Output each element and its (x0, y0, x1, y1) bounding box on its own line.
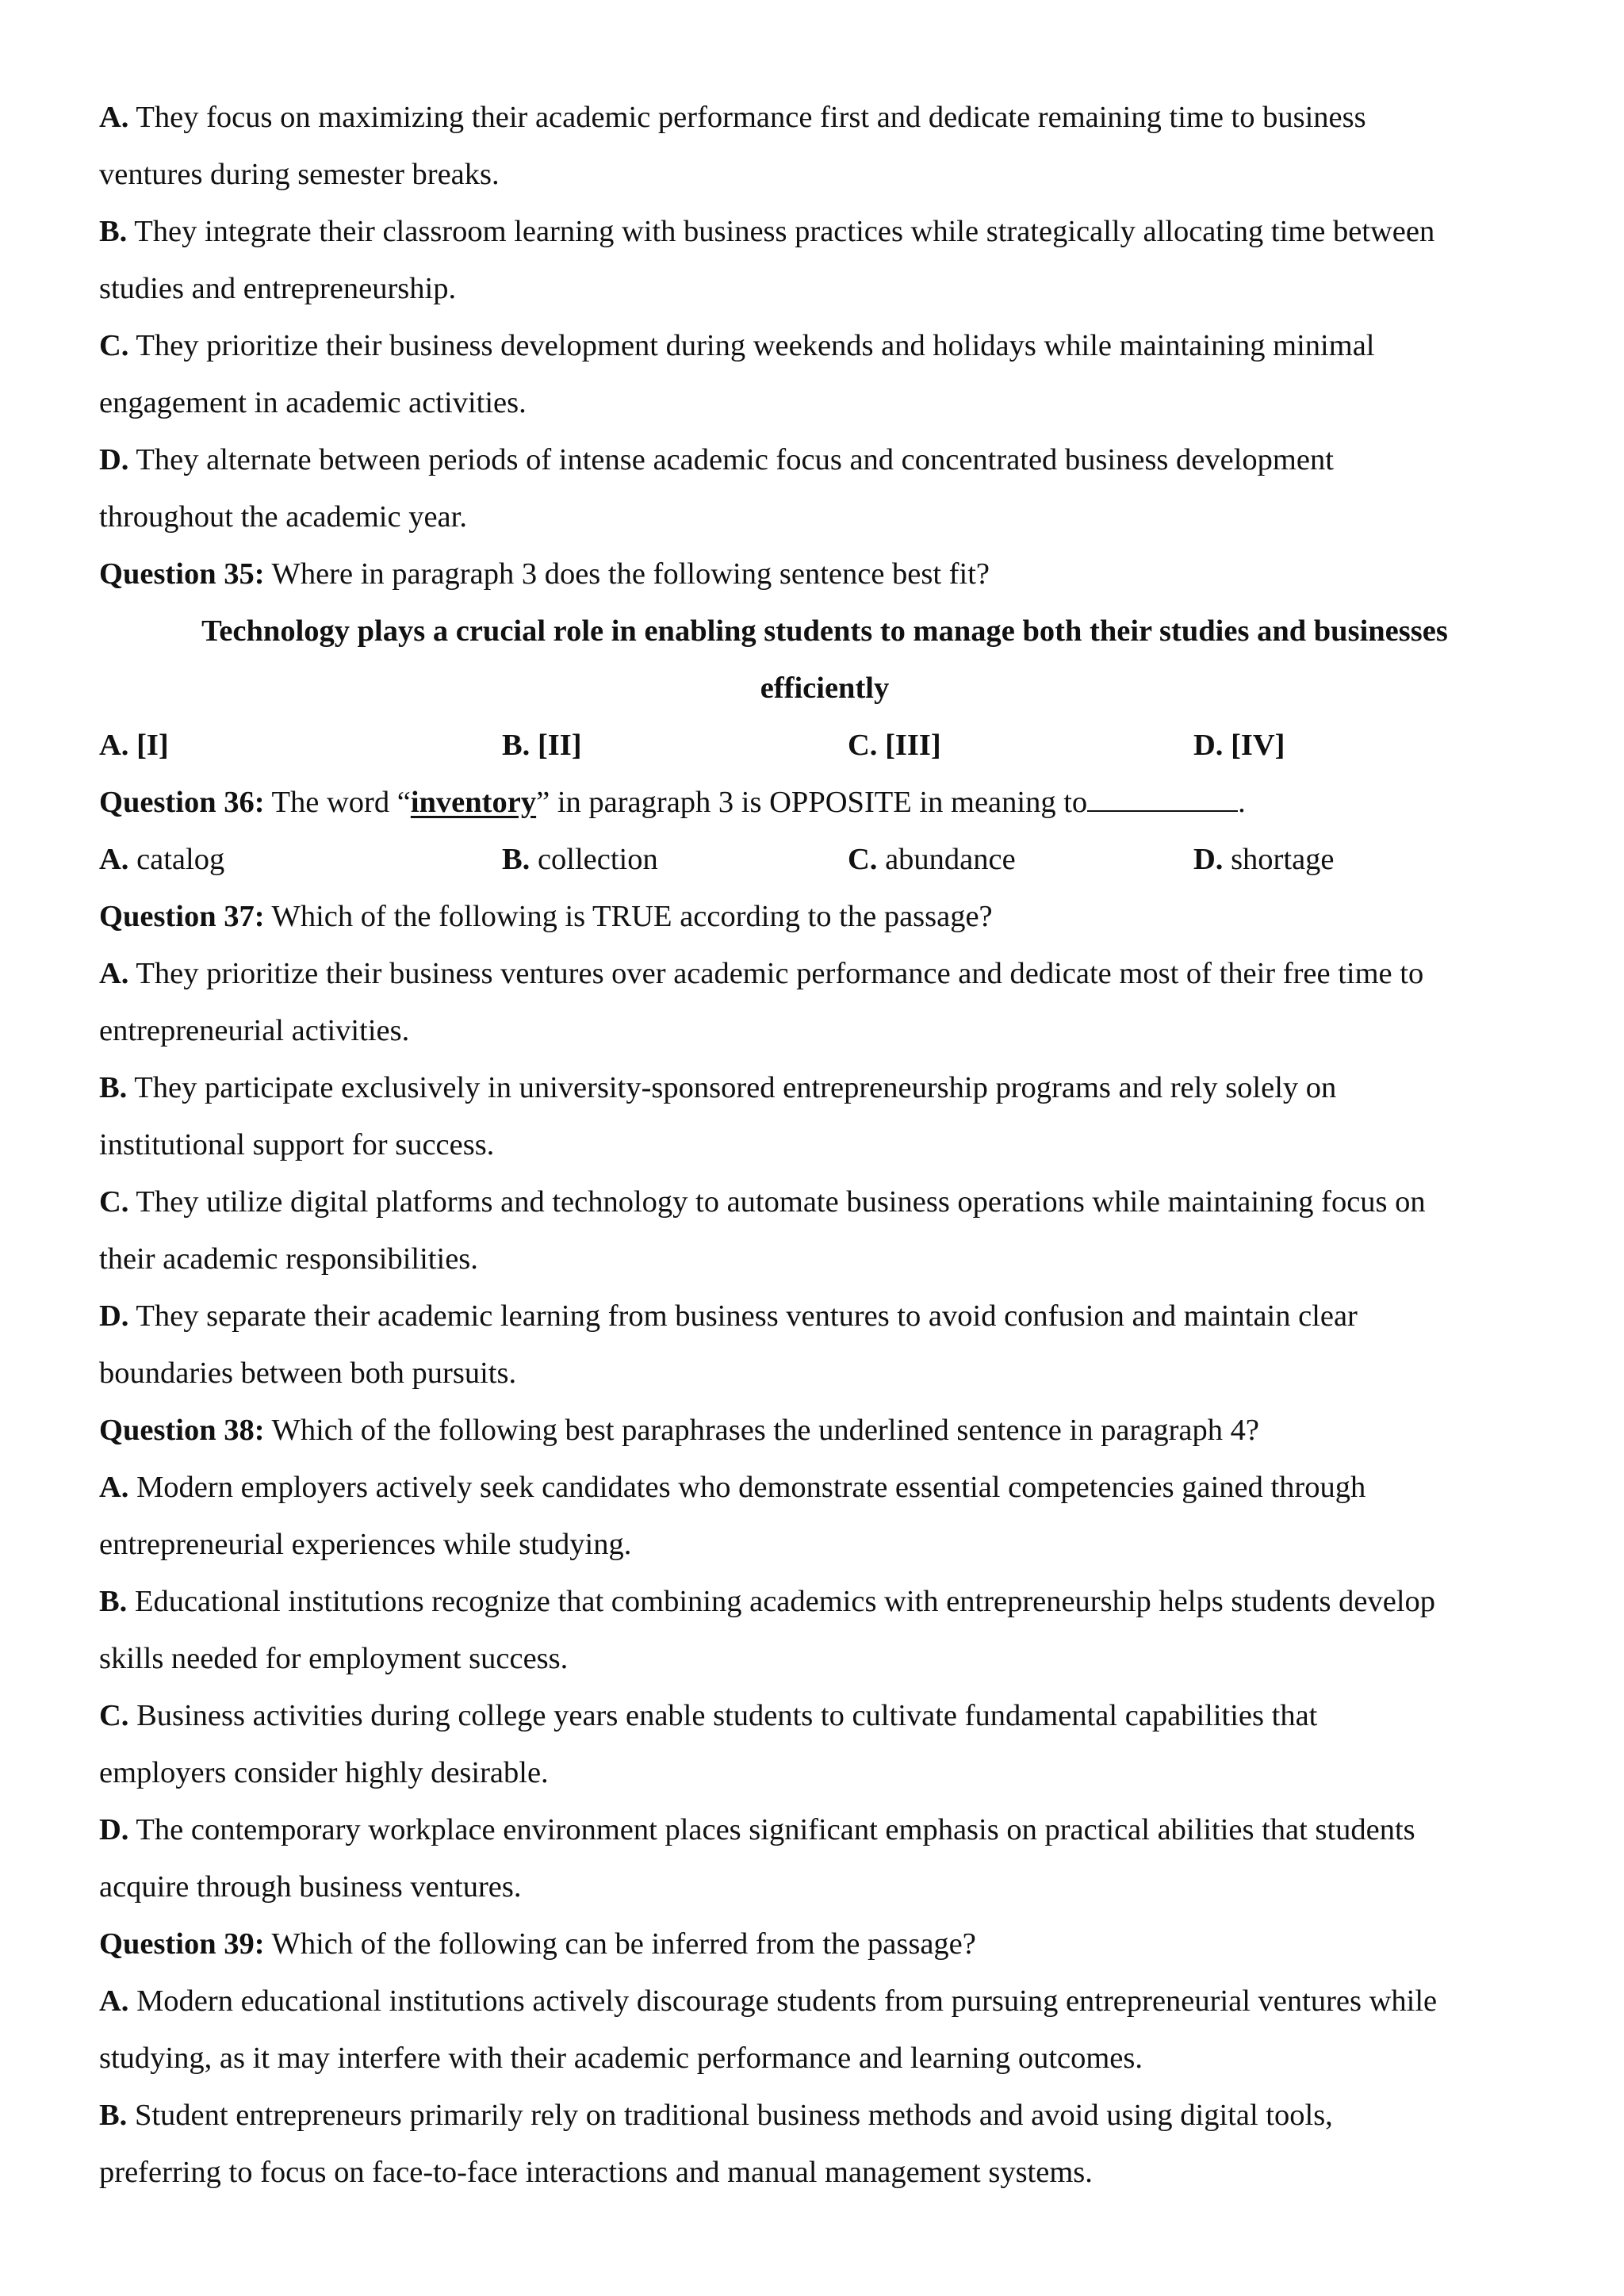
option-text: They prioritize their business development during weekends and holidays while maintaining minimal (136, 329, 1375, 362)
question-label: Question 39: (99, 1927, 265, 1961)
text-span: A. (99, 957, 129, 990)
text-span: shortage (1231, 843, 1335, 876)
q38-option-b (99, 1573, 1550, 1687)
q37-option-d (99, 1288, 1550, 1402)
text-span: They participate exclusively in university-sponsored entrepreneurship programs and rely solely on (134, 1071, 1337, 1104)
question-text: Which of the following best paraphrases the underlined sentence in paragraph 4? (271, 1414, 1259, 1447)
text-span: A. (99, 1471, 129, 1504)
text-span: A. (99, 729, 129, 762)
q35-option-a (99, 717, 169, 774)
text-span: They prioritize their business ventures over academic performance and dedicate most of their free time to (136, 957, 1424, 990)
text-span: C. (99, 1185, 129, 1219)
q35-option-c (848, 717, 941, 774)
q39-option-b (99, 2087, 1550, 2201)
text-span: [II] (537, 729, 582, 762)
q34-option-a (99, 89, 1550, 203)
q38-option-c (99, 1687, 1550, 1801)
text-span: Modern employers actively seek candidates who demonstrate essential competencies gained through (136, 1471, 1366, 1504)
text-span: employers consider highly desirable. (99, 1756, 549, 1789)
question-36 (99, 774, 1550, 831)
question-37 (99, 888, 1550, 945)
q36-option-a (99, 831, 224, 888)
option-text-cont: studies and entrepreneurship. (99, 272, 457, 305)
text-span: their academic responsibilities. (99, 1242, 478, 1276)
question-label: Question 36: (99, 786, 265, 819)
option-text: They integrate their classroom learning with business practices while strategically allocating time between (134, 215, 1435, 248)
option-text-cont: ventures during semester breaks. (99, 158, 500, 191)
q37-option-a (99, 945, 1550, 1059)
text-span: The word “ (271, 786, 411, 819)
option-text-cont: engagement in academic activities. (99, 386, 527, 419)
text-span: D. (99, 1813, 129, 1846)
text-span: C. (848, 729, 878, 762)
q35-option-d (1193, 717, 1285, 774)
text-span: [IV] (1231, 729, 1285, 762)
question-35 (99, 545, 1550, 603)
text-span: The contemporary workplace environment places significant emphasis on practical abilities that students (136, 1813, 1415, 1846)
q39-option-a (99, 1973, 1550, 2087)
text-span: [III] (885, 729, 941, 762)
q35-option-b (502, 717, 582, 774)
option-letter: D. (99, 443, 129, 476)
q35-options (99, 717, 1550, 774)
question-label: Question 37: (99, 900, 265, 933)
text-span: studying, as it may interfere with their academic performance and learning outcomes. (99, 2042, 1143, 2075)
keyword: inventory (410, 786, 537, 819)
option-text: They alternate between periods of intense academic focus and concentrated business development (136, 443, 1334, 476)
text-span: They utilize digital platforms and technology to automate business operations while maintaining focus on (136, 1185, 1426, 1219)
question-text: Which of the following can be inferred from the passage? (271, 1927, 976, 1961)
text-span: ” in paragraph 3 is OPPOSITE in meaning to (536, 786, 1088, 819)
q38-option-a (99, 1459, 1550, 1573)
q38-option-d (99, 1801, 1550, 1915)
text-span: D. (1193, 729, 1224, 762)
quoted-sentence-line-1: Technology plays a crucial role in enabling students to manage both their studies and businesses (201, 614, 1448, 648)
question-text: Which of the following is TRUE according to the passage? (271, 900, 993, 933)
text-span: acquire through business ventures. (99, 1870, 522, 1904)
q34-option-b (99, 203, 1550, 317)
text-span: C. (848, 843, 878, 876)
text-span: Business activities during college years enable students to cultivate fundamental capabilities that (136, 1699, 1318, 1732)
question-39 (99, 1915, 1550, 1973)
text-span: They separate their academic learning from business ventures to avoid confusion and maintain clear (136, 1299, 1358, 1333)
q34-option-c (99, 317, 1550, 431)
question-label: Question 38: (99, 1414, 265, 1447)
question-text: Where in paragraph 3 does the following sentence best fit? (271, 557, 990, 591)
text-span: entrepreneurial experiences while studying. (99, 1528, 632, 1561)
text-span: institutional support for success. (99, 1128, 495, 1161)
option-letter: C. (99, 329, 129, 362)
text-span: preferring to focus on face-to-face interactions and manual management systems. (99, 2156, 1093, 2189)
q37-option-c (99, 1173, 1550, 1288)
text-span: C. (99, 1699, 129, 1732)
text-span: A. (99, 1984, 129, 2018)
text-span: entrepreneurial activities. (99, 1014, 410, 1047)
q34-option-d (99, 431, 1550, 545)
q36-options (99, 831, 1550, 888)
text-span: catalog (136, 843, 225, 876)
q36-option-d (1193, 831, 1335, 888)
answer-blank (1087, 783, 1238, 812)
q37-option-b (99, 1059, 1550, 1173)
option-text-cont: throughout the academic year. (99, 500, 467, 534)
text-span: Modern educational institutions actively discourage students from pursuing entrepreneurial ventures while (136, 1984, 1438, 2018)
text-span: D. (1193, 843, 1224, 876)
exam-page (99, 89, 1550, 2201)
option-text: They focus on maximizing their academic performance first and dedicate remaining time to business (136, 101, 1366, 134)
option-letter: A. (99, 101, 129, 134)
text-span: . (1238, 786, 1246, 819)
text-span: skills needed for employment success. (99, 1642, 569, 1675)
text-span: A. (99, 843, 129, 876)
text-span: Student entrepreneurs primarily rely on traditional business methods and avoid using digital tools, (134, 2099, 1333, 2132)
text-span: B. (99, 2099, 128, 2132)
question-label: Question 35: (99, 557, 265, 591)
text-span: Educational institutions recognize that combining academics with entrepreneurship helps students develop (134, 1585, 1436, 1618)
q36-option-b (502, 831, 658, 888)
text-span: abundance (885, 843, 1016, 876)
question-38 (99, 1402, 1550, 1459)
text-span: collection (537, 843, 658, 876)
option-letter: B. (99, 215, 128, 248)
quoted-sentence-line-2: efficiently (760, 672, 890, 705)
text-span: [I] (136, 729, 169, 762)
text-span: B. (502, 843, 530, 876)
text-span: B. (99, 1071, 128, 1104)
text-span: B. (99, 1585, 128, 1618)
q36-option-c (848, 831, 1016, 888)
text-span: D. (99, 1299, 129, 1333)
text-span: B. (502, 729, 530, 762)
text-span: boundaries between both pursuits. (99, 1357, 517, 1390)
